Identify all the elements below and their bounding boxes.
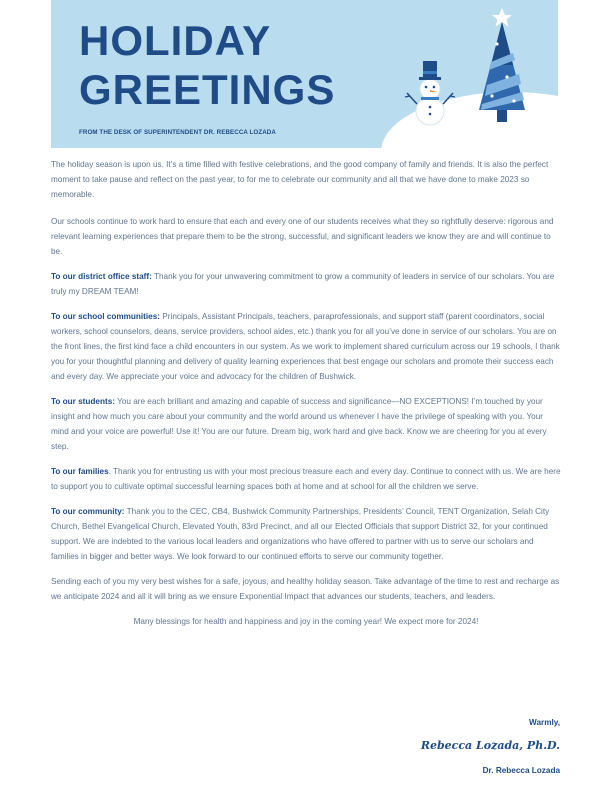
- staff-text: Thank you for your unwavering commitment to grow a community of leaders in service of our scholars. You are truly my DREAM TEAM!: [51, 272, 555, 296]
- community-paragraph: [51, 504, 561, 564]
- handwritten-signature: Rebecca Lozada, Ph.D.: [420, 739, 560, 752]
- warmly-text: Warmly,: [529, 718, 560, 727]
- community-label: To our community:: [51, 507, 125, 516]
- signature-block: [421, 718, 560, 775]
- title-line-1: HOLIDAY: [79, 17, 272, 64]
- schools-paragraph: Our schools continue to work hard to ensure that each and every one of our students receives what they so rightfully deserve: rigorous and relevant learning experiences that prepare them to be the strong, successful, and significant leaders we know they are and will continue to be.: [51, 217, 554, 256]
- intro-paragraph: The holiday season is upon us. It’s a time filled with festive celebrations, and the good company of family and friends. It is also the perfect moment to take pause and reflect on the past year, to for me to celebrate our community and all that we have done to make 2023 so memorable.: [51, 160, 549, 199]
- wishes-paragraph: Sending each of you my very best wishes for a safe, joyous, and healthy holiday season. Take advantage of the time to rest and recharge as we anticipate 2024 and all it will bring as we ensure Exponential Impact that advances our students, teachers, and leaders.: [51, 577, 560, 601]
- communities-paragraph: [51, 309, 561, 384]
- families-text: . Thank you for entrusting us with your most precious treasure each and every day. Continue to connect with us. We are here to support you to cultivate optimal successful learning spaces both at home and at school for all the children we serve.: [51, 467, 561, 491]
- closing-line: Many blessings for health and happiness and joy in the coming year! We expect more for 2024!: [133, 617, 479, 626]
- staff-label: To our district office staff:: [51, 272, 152, 281]
- communities-label: To our school communities:: [51, 312, 161, 321]
- students-paragraph: [51, 394, 561, 454]
- community-text: Thank you to the CEC, CB4, Bushwick Community Partnerships, Presidents’ Council, TENT Organization, Selah City Church, Bethel Evangelical Church, Elevated Youth, 83rd Precinct, and all our Elected Officials that support District 32, for your continued support. We are indebted to the various local leaders and organizations who have offered to partner with us to serve our scholars and families in bigger and better ways. We look forward to our continued efforts to serve our community together.: [51, 507, 550, 561]
- snowman-icon: [405, 61, 455, 125]
- from-line: FROM THE DESK OF SUPERINTENDENT DR. REBECCA LOZADA: [79, 129, 276, 136]
- printed-name: Dr. Rebecca Lozada: [482, 766, 560, 775]
- header-banner: [51, 0, 558, 148]
- families-label: To our families: [51, 467, 109, 476]
- students-text: You are each brilliant and amazing and capable of success and significance—NO EXCEPTIONS! I’m touched by your insight and how much you care about your community and the world around us whenever I have the privilege of speaking with you. Your mind and your voice are powerful! Use it! You are our future. Dream big, work hard and give back. Know we are cheering for you at every step.: [51, 397, 547, 451]
- title-line-2: GREETINGS: [79, 66, 336, 113]
- christmas-tree-icon: [479, 8, 525, 122]
- families-paragraph: [51, 464, 561, 494]
- students-label: To our students:: [51, 397, 115, 406]
- communities-text: Principals, Assistant Principals, teachers, paraprofessionals, and support staff (parent coordinators, social workers, school counselors, deans, service providers, school aides, etc.) thank you for all you’ve done in service of our scholars. You are on the front lines, the first kind face a child encounters in our system. As we work to implement shared curriculum across our 19 schools, I thank you for your thoughtful planning and delivery of quality learning experiences that best engage our scholars and promote their success each and every day. We appreciate your voice and advocacy for the children of Bushwick.: [51, 312, 560, 381]
- letter-body: [51, 157, 561, 639]
- staff-paragraph: [51, 269, 561, 299]
